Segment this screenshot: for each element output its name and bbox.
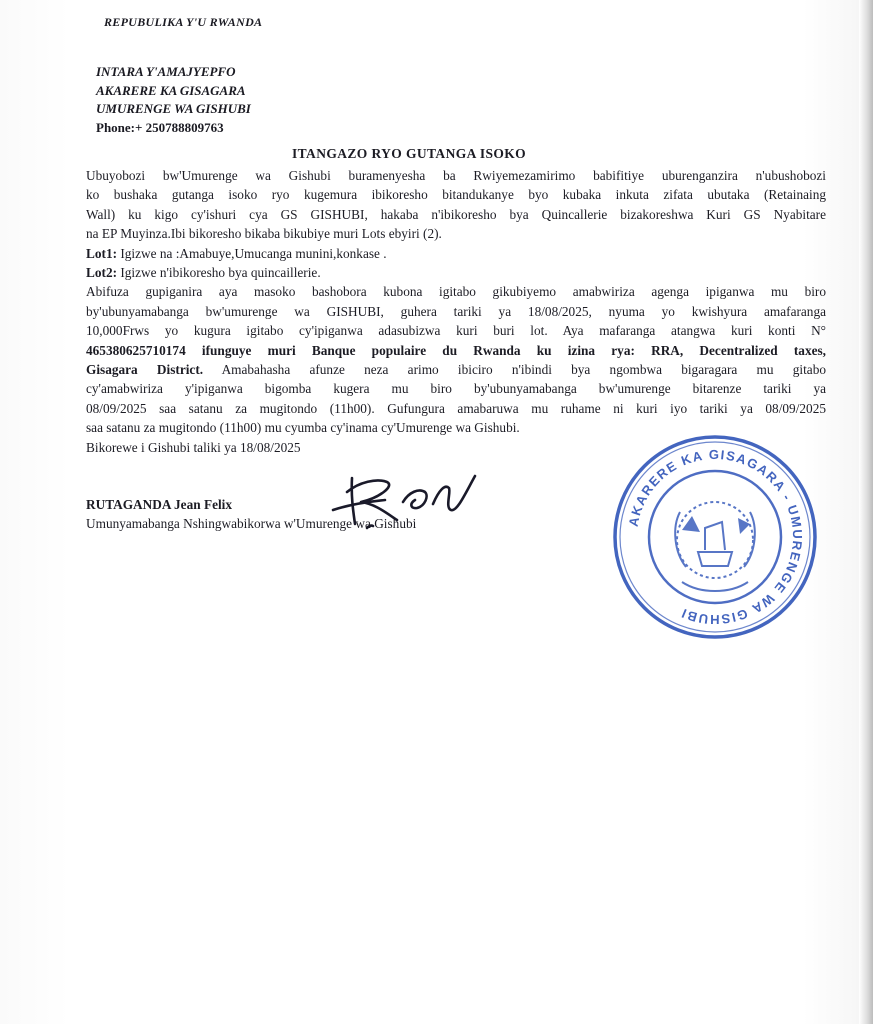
para2-line-3: 10,000Frws yo kugura igitabo cy'ipiganwa adasubizwa kuri buri lot. Aya mafaranga atangwa kuri konti N° [86, 323, 826, 339]
date-line: Bikorewe i Gishubi taliki ya 18/08/2025 [86, 439, 301, 455]
body-line-3: Wall) ku kigo cy'ishuri cya GS GISHUBI, hakaba n'ibikoresho bya Quincallerie bizakoreshwa Kuri GS Nyabitare [86, 206, 826, 222]
notice-title: ITANGAZO RYO GUTANGA ISOKO [292, 146, 527, 161]
para2-line-5-rest: Amabahasha afunze neza arimo ibiciro n'ibindi bya ngombwa bigaragara mu gitabo [203, 362, 826, 378]
official-stamp [610, 432, 820, 642]
para2-line-2: by'ubunyamabanga bw'umurenge wa GISHUBI, guhera tariki ya 18/08/2025, nyuma yo kwishyura amafaranga [86, 303, 826, 319]
lot2-text: Igizwe n'ibikoresho bya quincaillerie. [117, 265, 321, 281]
rwanda-emblem [675, 502, 755, 591]
svg-text:AKARERE KA GISAGARA - UMURENGE [626, 447, 805, 627]
province-line: INTARA Y'AMAJYEPFO [96, 64, 236, 79]
lot1-label: Lot1: [86, 245, 118, 261]
lot2-line [86, 263, 826, 282]
body-line-1: Ubuyobozi bw'Umurenge wa Gishubi buramenyesha ba Rwiyemezamirimo babifitiye uburenganzira n'ubushobozi [86, 168, 826, 183]
sector-line: UMURENGE WA GISHUBI [96, 101, 251, 116]
para2-line-8: saa satanu za mugitondo (11h00) mu cyumba cy'inama cy'Umurenge wa Gishubi. [86, 420, 520, 436]
account-district: Gisagara District. [86, 362, 204, 378]
body-line-4: na EP Muyinza.Ibi bikoresho bikaba bikubiye muri Lots ebyiri (2). [86, 226, 442, 242]
notice-body [86, 166, 826, 457]
lot1-text: Igizwe na :Amabuye,Umucanga munini,konkase . [117, 245, 387, 261]
lot2-label: Lot2: [86, 265, 118, 281]
lot1-line [86, 244, 826, 263]
signatory-name: RUTAGANDA Jean Felix [86, 497, 233, 512]
para2-line-5 [86, 360, 826, 379]
body-line-2: ko bushaka gutanga isoko ryo kugemura ibikoresho bitandukanye byo kubaka inkuta zifata ubutaka (Retainaing [86, 187, 826, 203]
stamp-ring-text: AKARERE KA GISAGARA - UMURENGE WA GISHUBI [625, 446, 806, 628]
signatory-block [86, 495, 416, 533]
para2-line-7: 08/09/2025 saa satanu za mugitondo (11h00). Gufungura amabaruwa mu ruhame ni kuri iyo tariki ya 08/09/2025 [86, 400, 826, 416]
phone-line: Phone:+ 250788809763 [96, 119, 224, 135]
para2-line-4: 465380625710174 ifunguye muri Banque populaire du Rwanda ku izina rya: RRA, Decentralized taxes, [86, 342, 826, 358]
district-line: AKARERE KA GISAGARA [96, 82, 246, 98]
country-heading: REPUBULIKA Y'U RWANDA [104, 15, 263, 29]
address-block [96, 63, 251, 137]
signatory-title: Umunyamabanga Nshingwabikorwa w'Umurenge wa Gishubi [86, 516, 417, 531]
para2-line-6: cy'amabwiriza y'ipiganwa bigomba kugera mu biro by'ubunyamabanga bw'umurenge bitarenze tariki ya [86, 381, 826, 397]
page-edge-shadow [859, 0, 873, 1024]
para2-line-1: Abifuza gupiganira aya masoko bashobora kubona igitabo gikubiyemo amabwiriza agenga ipiganwa mu biro [86, 284, 826, 300]
